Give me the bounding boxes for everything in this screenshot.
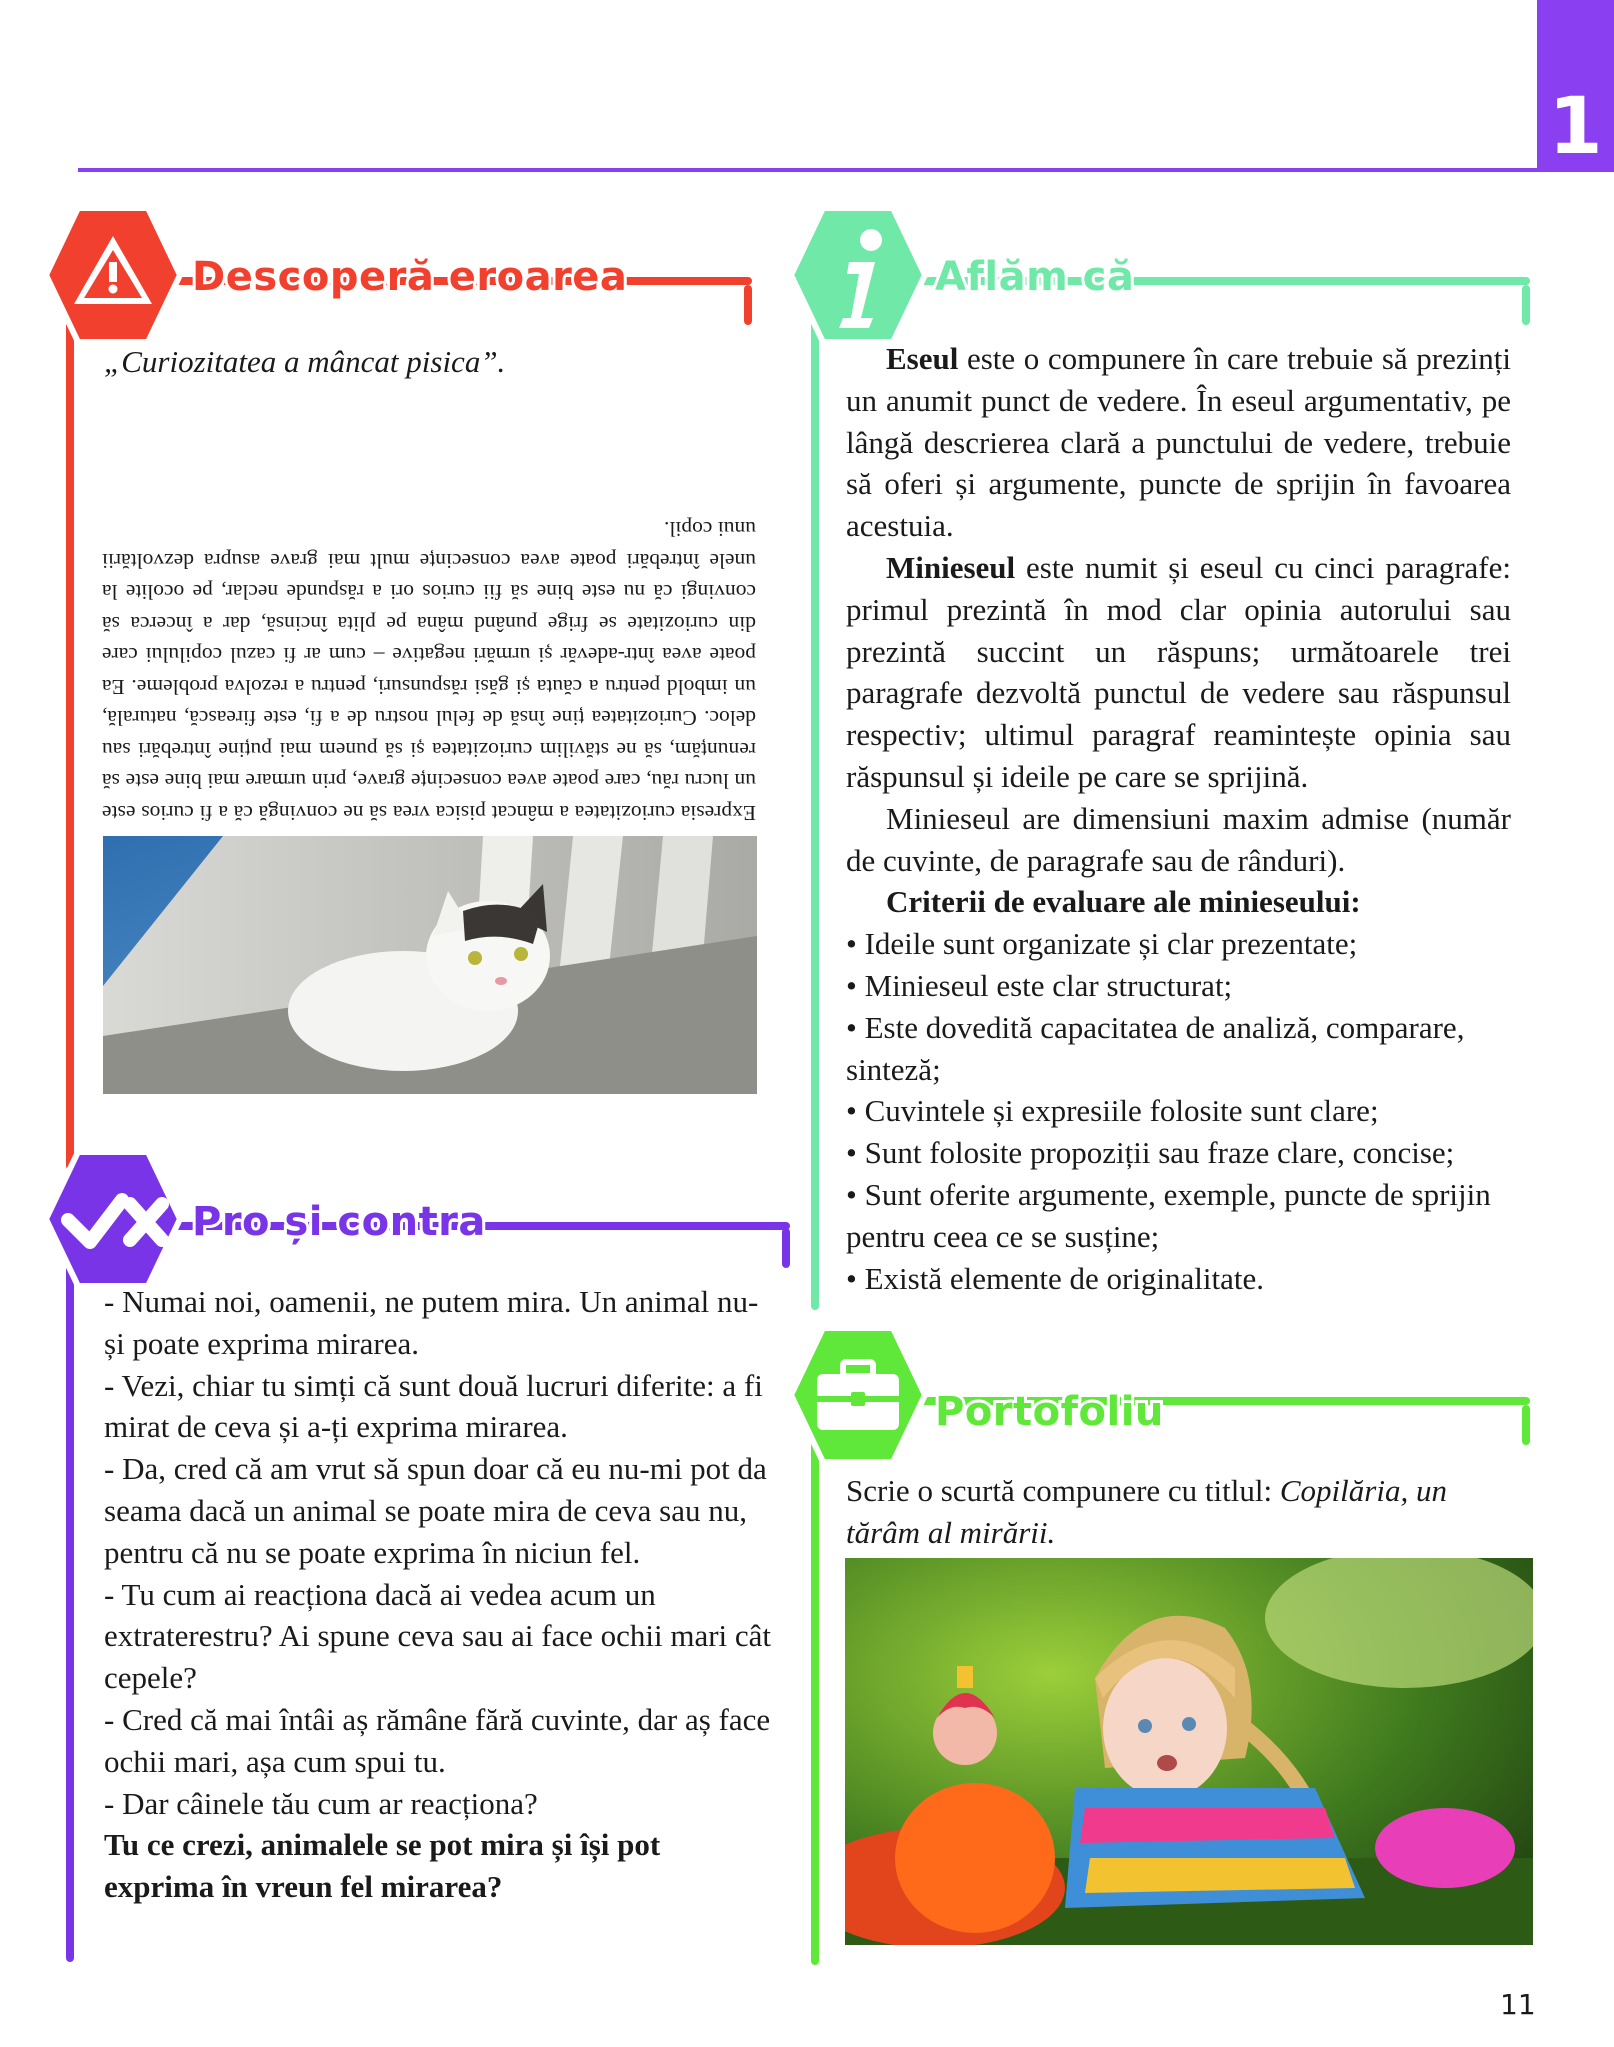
dialogue-line: - Da, cred că am vrut să spun doar că eu nu-mi pot da seama dacă un animal se poate mira de ceva sau nu, pentru că nu se poate exprima în niciun fel.	[104, 1451, 767, 1570]
chapter-number: 1	[1548, 82, 1603, 172]
section-border	[66, 1232, 74, 1962]
section-border	[811, 1410, 819, 1965]
criteria-item: • Ideile sunt organizate și clar prezentate;	[846, 926, 1358, 962]
section-border	[811, 290, 819, 1310]
section-corner	[1522, 1405, 1530, 1445]
section-title: Portofoliu	[935, 1389, 1164, 1435]
paragraph: este o compunere în care trebuie să prezinți un anumit punct de vedere. În eseul argumentativ, pe lângă descrierea clară a punctului de vedere, trebuie să oferi și argumente, puncte de sprijin în favoarea acestuia.	[846, 341, 1511, 544]
portofoliu-task	[846, 1470, 1511, 1554]
section-border	[66, 290, 74, 1170]
criteria-title: Criterii de evaluare ale minieseului:	[886, 884, 1361, 920]
section-corner	[744, 285, 752, 325]
cat-photo	[103, 836, 757, 1094]
quote: „Curiozitatea a mâncat pisica”.	[104, 344, 506, 379]
criteria-item: • Există elemente de originalitate.	[846, 1260, 1265, 1296]
criteria-item: • Minieseul este clar structurat;	[846, 967, 1233, 1003]
dialogue-line: - Tu cum ai reacționa dacă ai vedea acum un extraterestru? Ai spune ceva sau ai face ochii mari cât cepele?	[104, 1576, 772, 1696]
dialogue-line: - Vezi, chiar tu simți că sunt două lucruri diferite: a fi mirat de ceva și a-ți exprima mirarea.	[104, 1367, 763, 1445]
page-number: 11	[1500, 1988, 1536, 2021]
section-title: Descoperă eroarea	[192, 254, 628, 300]
criteria-item: • Sunt folosite propoziții sau fraze clare, concise;	[846, 1135, 1455, 1171]
dialogue-line: - Cred că mai întâi aș rămâne fără cuvinte, dar aș face ochii mari, așa cum spui tu.	[104, 1701, 771, 1779]
dialogue-line: - Numai noi, oamenii, ne putem mira. Un animal nu-și poate exprima mirarea.	[104, 1284, 759, 1361]
paragraph: este numit și eseul cu cinci paragrafe: primul prezintă în mod clar opinia autorului sau prezintă succint un răspuns; următoarele trei paragrafe dezvoltă punctul de vedere sau răspunsul respectiv; ultimul paragraf reamintește opinia sau răspunsul și ideile pe care se sprijină.	[846, 549, 1511, 794]
section-corner	[1522, 285, 1530, 325]
criteria-item: • Este dovedită capacitatea de analiză, comparare, sinteză;	[846, 1009, 1465, 1087]
dialogue	[104, 1281, 774, 1908]
girl-puppet-photo	[845, 1558, 1533, 1945]
term-eseul: Eseul	[886, 341, 959, 376]
task-title: Copilăria, un tărâm al mirării.	[846, 1473, 1447, 1550]
header-rule	[78, 168, 1538, 172]
paragraph: Minieseul are dimensiuni maxim admise (număr de cuvinte, de paragrafe sau de rânduri).	[846, 800, 1511, 878]
question: Tu ce crezi, animalele se pot mira și își pot exprima în vreun fel mirarea?	[104, 1827, 661, 1905]
section-title: Pro și contra	[192, 1199, 486, 1245]
check-cross-icon	[38, 1144, 188, 1294]
criteria-item: • Sunt oferite argumente, exemple, puncte de sprijin pentru ceea ce se susține;	[846, 1176, 1491, 1254]
aflam-body	[846, 338, 1511, 1299]
warning-icon	[38, 200, 188, 350]
info-icon	[783, 200, 933, 350]
task-text: Scrie o scurtă compunere cu titlul:	[846, 1473, 1280, 1508]
section-title: Aflăm că	[935, 254, 1135, 300]
briefcase-icon	[783, 1320, 933, 1470]
dialogue-line: - Dar câinele tău cum ar reacționa?	[104, 1785, 538, 1821]
section-corner	[782, 1228, 790, 1268]
criteria-item: • Cuvintele și expresiile folosite sunt clare;	[846, 1093, 1379, 1129]
term-minieseul: Minieseul	[886, 549, 1016, 585]
upside-down-text: Expresia curiozitatea a mâncat pisica vrea să ne convingă că a fi curios este un lucru rău, care poate avea consecințe grave, prin urmare mai bine este să renunțăm, să ne stăvilim curiozitatea și să punem mai puține întrebări sau deloc. Curiozitatea ține însă de felul nostru de a fi, este firească, naturală, un imbold pentru a căuta și găsi răspunsuri, pentru a rezolva probleme. Ea poate avea într-adevăr și urmări negative – cum ar fi cazul copilului care din curiozitate se frige punând mâna pe plita încinsă, dar a încerca să convingi că nu este bine să fii curios ori a răspunde neclar, pe ocolite la unele întrebări poate avea consecințe mult mai grave asupra dezvoltării unui copil.	[102, 517, 756, 825]
